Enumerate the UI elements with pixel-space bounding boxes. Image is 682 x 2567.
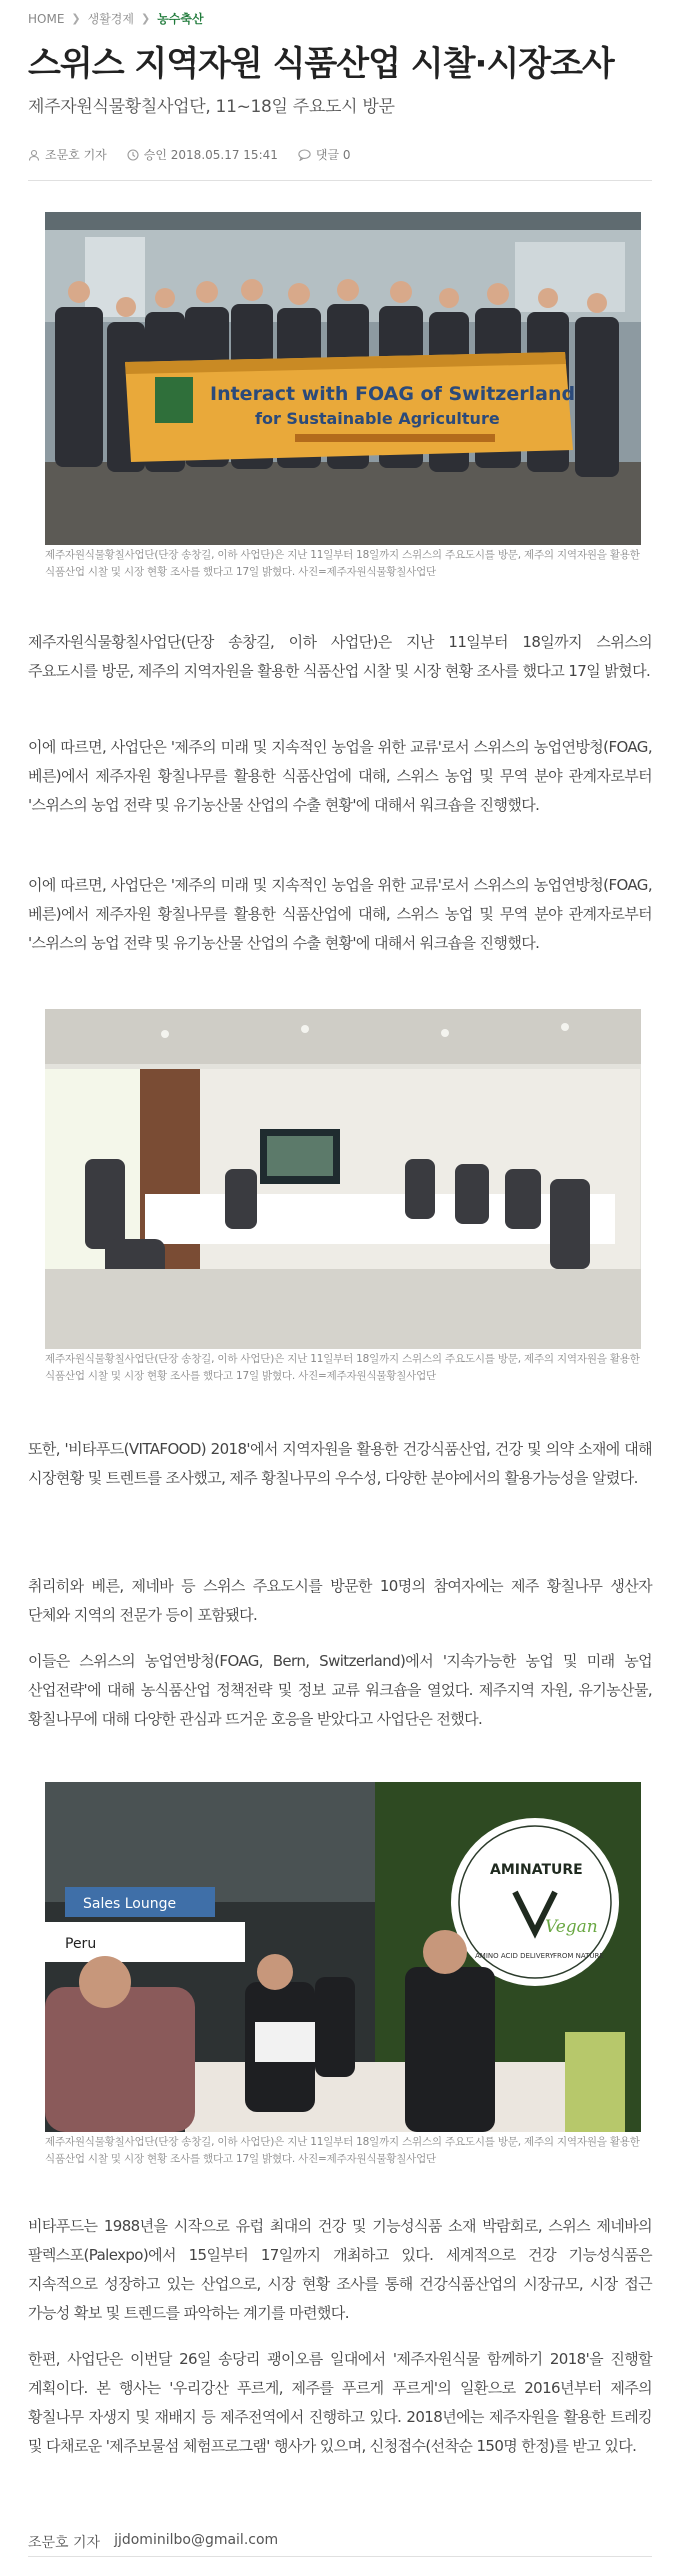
meeting-photo-image [45,1009,641,1349]
chevron-right-icon: ❯ [141,12,151,25]
paragraph-6: 이들은 스위스의 농업연방청(FOAG, Bern, Switzerland)에서 '지속가능한 농업 및 미래 농업 산업전략'에 대해 농식품산업 정책전략 및 정보 교류 워크숍을 열었다. 제주지역 자원, 유기농산물, 황칠나무에 대해 다양한 관심과 뜨거운 호응을 받았다고 사업단은 전했다. [28,1652,652,1728]
breadcrumb-current[interactable]: 농수축산 [157,12,204,26]
paragraph-4: 또한, '비타푸드(VITAFOOD) 2018'에서 지역자원을 활용한 건강식품산업, 건강 및 의약 소재에 대해 시장현황 및 트렌트를 조사했고, 제주 황칠나무의 우수성, 다양한 분야에서의 활용가능성을 알렸다. [28,1440,652,1487]
user-icon [28,149,40,161]
group-photo-image [45,212,641,545]
photo1-caption: 제주자원식물황칠사업단(단장 송창길, 이하 사업단)은 지난 11일부터 18일까지 스위스의 주요도시를 방문, 제주의 지역자원을 활용한 식품산업 시찰 및 시장 현황 조사를 했다고 17일 밝혔다. 사진=제주자원식물황칠사업단 [45,549,640,578]
paragraph-8: 한편, 사업단은 이번달 26일 송당리 괭이오름 일대에서 '제주자원식물 함께하기 2018'을 진행할 계획이다. 본 행사는 '우리강산 푸르게, 제주를 푸르게 푸르게'의 일환으로 2016년부터 제주의 황칠나무 자생지 및 재배지 등 제주전역에서 진행하고 있다. 2018년에는 제주자원을 활용한 트레킹 및 다채로운 '제주보물섬 체험프로그램' 행사가 있으며, 신청접수(선착순 150명 한정)를 받고 있다. [28,2350,652,2455]
expo-photo [45,1782,641,2132]
signature-email[interactable]: jjdominilbo@gmail.com [114,2532,279,2548]
clock-icon [127,149,139,161]
brand-name: AMINATURE [490,1862,583,1878]
brand-sub-right: FROM NATURE [553,1952,604,1960]
approval-time: 승인 2018.05.17 15:41 [143,148,278,162]
chevron-right-icon: ❯ [71,12,81,25]
group-photo [45,212,641,545]
brand-script: Vegan [545,1917,598,1937]
breadcrumb-home[interactable]: HOME [28,11,65,26]
footer-divider [28,2556,652,2557]
article-subtitle: 제주자원식물황칠사업단, 11~18일 주요도시 방문 [28,97,395,117]
meeting-photo [45,1009,641,1349]
breadcrumb [28,10,204,27]
banner-line1: Interact with FOAG of Switzerland [210,383,576,405]
reporter-info [28,146,107,163]
comment-count[interactable]: 댓글 0 [315,148,351,162]
booth-sign: Peru [65,1936,97,1952]
paragraph-5: 취리히와 베른, 제네바 등 스위스 주요도시를 방문한 10명의 참여자에는 제주 황칠나무 생산자 단체와 지역의 전문가 등이 포함됐다. [28,1577,652,1624]
brand-sub-left: AMINO ACID DELIVERY [475,1952,554,1960]
paragraph-2: 이에 따르면, 사업단은 '제주의 미래 및 지속적인 농업을 위한 교류'로서 스위스의 농업연방청(FOAG, 베른)에서 제주자원 황칠나무를 활용한 식품산업에 대해, 스위스 농업 및 무역 분야 관계자로부터 '스위스의 농업 전략 및 유기농산물 산업의 수출 현황'에 대해서 워크숍을 진행했다. [28,738,652,814]
paragraph-3: 이에 따르면, 사업단은 '제주의 미래 및 지속적인 농업을 위한 교류'로서 스위스의 농업연방청(FOAG, 베른)에서 제주자원 황칠나무를 활용한 식품산업에 대해, 스위스 농업 및 무역 분야 관계자로부터 '스위스의 농업 전략 및 유기농산물 산업의 수출 현황'에 대해서 워크숍을 진행했다. [28,876,652,952]
paragraph-7: 비타푸드는 1988년을 시작으로 유럽 최대의 건강 및 기능성식품 소재 박람회로, 스위스 제네바의 팔렉스포(Palexpo)에서 15일부터 17일까지 개최하고 있다. 세계적으로 건강 기능성식품은 지속적으로 성장하고 있는 산업으로, 시장 현황 조사를 통해 건강식품산업의 시장규모, 시장 접근 가능성 확보 및 트렌드를 파악하는 계기를 마련했다. [28,2217,652,2322]
article-title: 스위스 지역자원 식품산업 시찰·시장조사 [28,44,614,84]
comment-icon [298,149,311,161]
header-divider [28,180,652,181]
signature-name: 조문호 기자 [28,2535,101,2551]
photo2-caption: 제주자원식물황칠사업단(단장 송창길, 이하 사업단)은 지난 11일부터 18일까지 스위스의 주요도시를 방문, 제주의 지역자원을 활용한 식품산업 시찰 및 시장 현황 조사를 했다고 17일 밝혔다. 사진=제주자원식물황칠사업단 [45,1353,640,1382]
expo-sign: Sales Lounge [83,1896,177,1912]
paragraph-1: 제주자원식물황칠사업단(단장 송창길, 이하 사업단)은 지난 11일부터 18일까지 스위스의 주요도시를 방문, 제주의 지역자원을 활용한 식품산업 시찰 및 시장 현황 조사를 했다고 17일 밝혔다. [28,633,652,680]
photo3-caption: 제주자원식물황칠사업단(단장 송창길, 이하 사업단)은 지난 11일부터 18일까지 스위스의 주요도시를 방문, 제주의 지역자원을 활용한 식품산업 시찰 및 시장 현황 조사를 했다고 17일 밝혔다. 사진=제주자원식물황칠사업단 [45,2136,640,2165]
reporter-name[interactable]: 조문호 기자 [45,148,107,162]
comment-info[interactable] [298,146,351,163]
article-meta [28,146,371,163]
approval-info [127,146,278,163]
banner-line2: for Sustainable Agriculture [255,409,500,428]
expo-photo-image [45,1782,641,2132]
breadcrumb-section[interactable]: 생활경제 [87,12,134,26]
article-signature [28,2532,278,2552]
